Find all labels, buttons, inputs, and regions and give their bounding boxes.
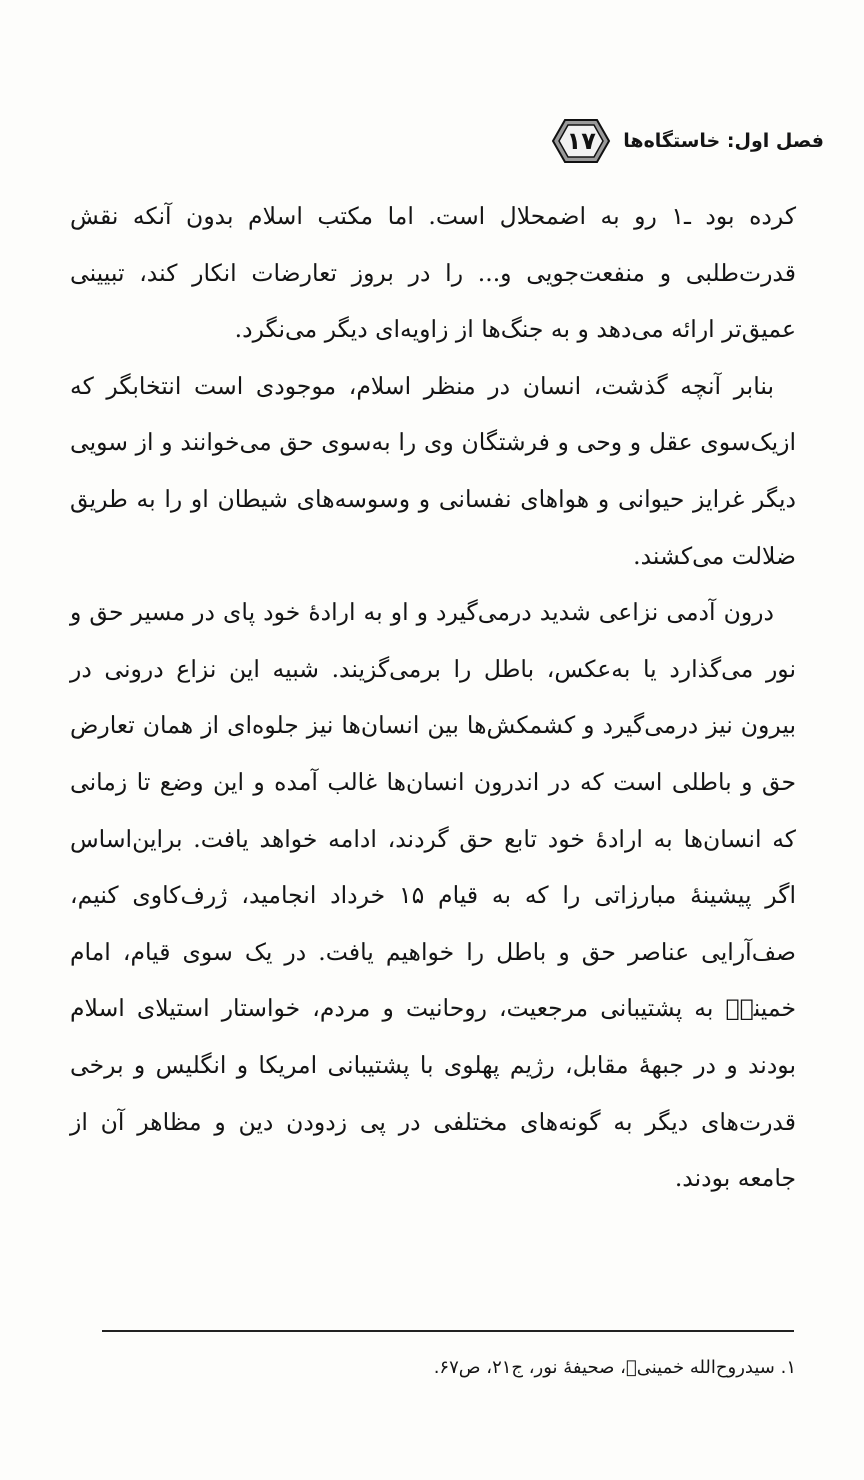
main-text — [70, 188, 796, 1207]
footnote: ۱. سیدروح‌الله خمینیؒ، صحیفهٔ نور، ج۲۱، ص۶۷. — [433, 1357, 796, 1378]
paragraph-2: بنابر آنچه گذشت، انسان در منظر اسلام، موجودی است انتخابگر که ازیک‌سوی عقل و وحی و فرشتگان وی را به‌سوی حق می‌خوانند و از سویی دیگر غرایز حیوانی و هواهای نفسانی و وسوسه‌های شیطان او را به طریق ضلالت می‌کشند. — [70, 371, 796, 570]
paragraph-3: درون آدمی نزاعی شدید درمی‌گیرد و او به ارادهٔ خود پای در مسیر حق و نور می‌گذارد یا به‌عکس، باطل را برمی‌گزیند. شبیه این نزاع درونی در بیرون نیز درمی‌گیرد و کشمکش‌ها بین انسان‌ها نیز جلوه‌ای از همان تعارض حق و باطلی است که در اندرون انسان‌ها غالب آمده و این وضع تا زمانی که انسان‌ها به ارادهٔ خود تابع حق گردند، ادامه خواهد یافت. براین‌اساس اگر پیشینهٔ مبارزاتی را که به قیام ۱۵ خرداد انجامید، ژرف‌کاوی کنیم، صف‌آرایی عناصر حق و باطل را خواهیم یافت. در یک سوی قیام، امام خمینیؒ به پشتیبانی مرجعیت، روحانیت و مردم، خواستار استیلای اسلام بودند و در جبههٔ مقابل، رژیم پهلوی با پشتیبانی امریکا و انگلیس و برخی قدرت‌های دیگر به گونه‌های مختلفی در پی زدودن دین و مظاهر آن از جامعه بودند. — [70, 598, 796, 1193]
footnote-divider — [102, 1330, 794, 1332]
chapter-title: فصل اول: خاستگاه‌ها — [623, 130, 824, 152]
page-number: ۱۷ — [566, 127, 596, 155]
page-number-badge — [549, 118, 613, 164]
paragraph-1: کرده بود ـ۱ رو به اضمحلال است. اما مکتب اسلام بدون آنکه نقش قدرت‌طلبی و منفعت‌جویی و... را در بروز تعارضات انکار کند، تبیینی عمیق‌تر ارائه می‌دهد و به جنگ‌ها از زاویه‌ای دیگر می‌نگرد. — [70, 202, 797, 344]
page-header — [549, 118, 824, 164]
